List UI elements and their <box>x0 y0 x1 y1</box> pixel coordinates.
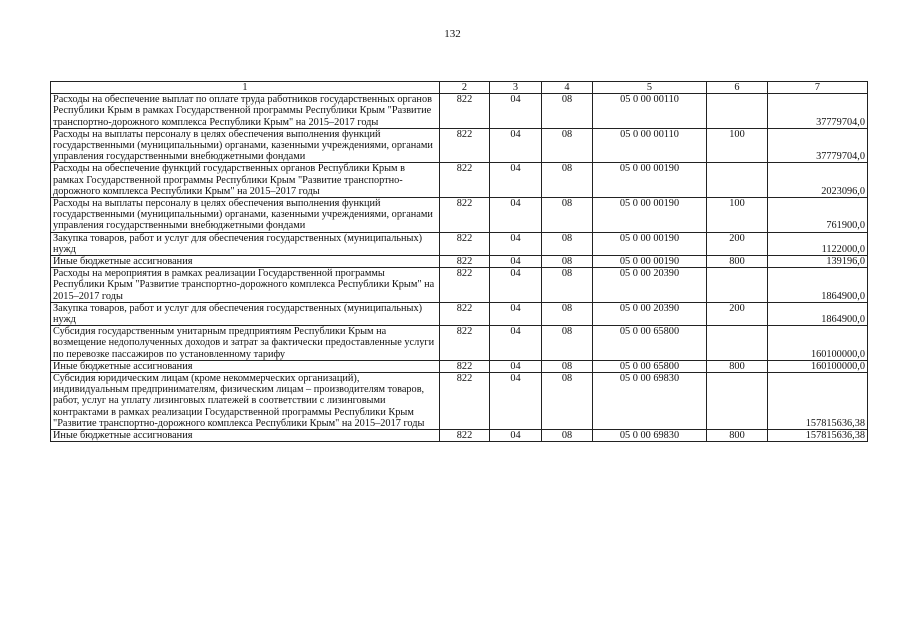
row-col-5: 05 0 00 69830 <box>593 373 707 430</box>
row-col-4: 08 <box>542 163 593 198</box>
header-cell: 1 <box>51 82 440 94</box>
table-row <box>51 268 868 303</box>
row-amount: 761900,0 <box>768 198 868 233</box>
row-col-4: 08 <box>542 232 593 255</box>
row-col-5: 05 0 00 65800 <box>593 326 707 361</box>
row-col-3: 04 <box>490 256 542 268</box>
row-amount: 1864900,0 <box>768 268 868 303</box>
table-row <box>51 373 868 430</box>
row-amount: 157815636,38 <box>768 373 868 430</box>
row-col-3: 04 <box>490 430 542 442</box>
row-description: Закупка товаров, работ и услуг для обеспечения государственных (муниципальных) нужд <box>51 232 440 255</box>
row-col-5: 05 0 00 00110 <box>593 94 707 129</box>
row-amount: 37779704,0 <box>768 128 868 163</box>
row-description: Иные бюджетные ассигнования <box>51 256 440 268</box>
row-col-2: 822 <box>440 302 490 325</box>
table-row <box>51 360 868 372</box>
row-description: Расходы на обеспечение функций государственных органов Республики Крым в рамках Государственной программы Республики Крым "Развитие транспортно-дорожного комплекса Республики Крым" на 2015–2017 годы <box>51 163 440 198</box>
row-col-3: 04 <box>490 326 542 361</box>
table-row <box>51 430 868 442</box>
row-amount: 160100000,0 <box>768 360 868 372</box>
row-col-2: 822 <box>440 430 490 442</box>
row-col-5: 05 0 00 00190 <box>593 232 707 255</box>
row-col-4: 08 <box>542 94 593 129</box>
row-amount: 160100000,0 <box>768 326 868 361</box>
row-col-2: 822 <box>440 256 490 268</box>
row-col-3: 04 <box>490 163 542 198</box>
row-col-3: 04 <box>490 268 542 303</box>
table-row <box>51 232 868 255</box>
table-row <box>51 326 868 361</box>
row-description: Расходы на выплаты персоналу в целях обеспечения выполнения функций государственными (муниципальными) органами, казенными учреждениями, органами управления государственными внебюджетными фондами <box>51 198 440 233</box>
row-description: Иные бюджетные ассигнования <box>51 430 440 442</box>
header-cell: 6 <box>707 82 768 94</box>
row-col-6 <box>707 94 768 129</box>
row-col-4: 08 <box>542 302 593 325</box>
row-col-3: 04 <box>490 232 542 255</box>
header-cell: 4 <box>542 82 593 94</box>
table-row <box>51 94 868 129</box>
row-col-6: 800 <box>707 256 768 268</box>
row-description: Субсидия юридическим лицам (кроме некоммерческих организаций), индивидуальным предпринимателям, физическим лицам – производителям товаров, работ, услуг на уплату лизинговых платежей в соответствии с лизинговыми контрактами в рамках реализации Государственной программы Республики Крым "Развитие транспортно-дорожного комплекса Республики Крым" на 2015–2017 годы <box>51 373 440 430</box>
row-description: Иные бюджетные ассигнования <box>51 360 440 372</box>
row-col-5: 05 0 00 65800 <box>593 360 707 372</box>
row-col-5: 05 0 00 00190 <box>593 198 707 233</box>
table-row <box>51 128 868 163</box>
row-col-6 <box>707 163 768 198</box>
page-number: 132 <box>444 28 461 40</box>
header-cell: 5 <box>593 82 707 94</box>
row-description: Расходы на мероприятия в рамках реализации Государственной программы Республики Крым "Развитие транспортно-дорожного комплекса Республики Крым" на 2015–2017 годы <box>51 268 440 303</box>
row-col-5: 05 0 00 20390 <box>593 268 707 303</box>
header-cell: 2 <box>440 82 490 94</box>
row-description: Субсидия государственным унитарным предприятиям Республики Крым на возмещение недополученных доходов и затрат за фактически предоставленные услуги по перевозке пассажиров по установленному тарифу <box>51 326 440 361</box>
row-col-3: 04 <box>490 94 542 129</box>
row-col-5: 05 0 00 00190 <box>593 163 707 198</box>
row-col-3: 04 <box>490 198 542 233</box>
row-description: Расходы на выплаты персоналу в целях обеспечения выполнения функций государственными (муниципальными) органами, казенными учреждениями, органами управления государственными внебюджетными фондами <box>51 128 440 163</box>
row-amount: 157815636,38 <box>768 430 868 442</box>
row-col-5: 05 0 00 00190 <box>593 256 707 268</box>
header-cell: 7 <box>768 82 868 94</box>
row-col-2: 822 <box>440 198 490 233</box>
row-col-4: 08 <box>542 256 593 268</box>
row-col-2: 822 <box>440 373 490 430</box>
row-col-4: 08 <box>542 268 593 303</box>
row-description: Закупка товаров, работ и услуг для обеспечения государственных (муниципальных) нужд <box>51 302 440 325</box>
row-col-4: 08 <box>542 128 593 163</box>
row-col-2: 822 <box>440 94 490 129</box>
table-row <box>51 163 868 198</box>
row-col-2: 822 <box>440 163 490 198</box>
row-col-2: 822 <box>440 360 490 372</box>
row-col-2: 822 <box>440 326 490 361</box>
header-row <box>51 82 868 94</box>
row-col-6 <box>707 326 768 361</box>
row-col-5: 05 0 00 00110 <box>593 128 707 163</box>
row-amount: 1122000,0 <box>768 232 868 255</box>
row-col-6: 200 <box>707 302 768 325</box>
row-col-2: 822 <box>440 128 490 163</box>
row-col-3: 04 <box>490 128 542 163</box>
row-col-6: 800 <box>707 430 768 442</box>
row-col-4: 08 <box>542 373 593 430</box>
row-col-3: 04 <box>490 360 542 372</box>
header-cell: 3 <box>490 82 542 94</box>
row-amount: 139196,0 <box>768 256 868 268</box>
row-col-4: 08 <box>542 198 593 233</box>
row-col-5: 05 0 00 69830 <box>593 430 707 442</box>
row-col-4: 08 <box>542 430 593 442</box>
row-col-4: 08 <box>542 360 593 372</box>
row-amount: 37779704,0 <box>768 94 868 129</box>
row-col-6: 100 <box>707 198 768 233</box>
table-row <box>51 198 868 233</box>
row-col-6: 100 <box>707 128 768 163</box>
table-row <box>51 302 868 325</box>
row-col-4: 08 <box>542 326 593 361</box>
budget-table <box>50 81 868 442</box>
row-amount: 2023096,0 <box>768 163 868 198</box>
row-col-3: 04 <box>490 302 542 325</box>
row-col-6 <box>707 268 768 303</box>
table-row <box>51 256 868 268</box>
row-description: Расходы на обеспечение выплат по оплате труда работников государственных органов Республики Крым в рамках Государственной программы Республики Крым "Развитие транспортно-дорожного комплекса Республики Крым" на 2015–2017 годы <box>51 94 440 129</box>
row-col-3: 04 <box>490 373 542 430</box>
row-col-5: 05 0 00 20390 <box>593 302 707 325</box>
row-col-2: 822 <box>440 232 490 255</box>
row-col-6 <box>707 373 768 430</box>
row-amount: 1864900,0 <box>768 302 868 325</box>
row-col-6: 800 <box>707 360 768 372</box>
row-col-6: 200 <box>707 232 768 255</box>
row-col-2: 822 <box>440 268 490 303</box>
